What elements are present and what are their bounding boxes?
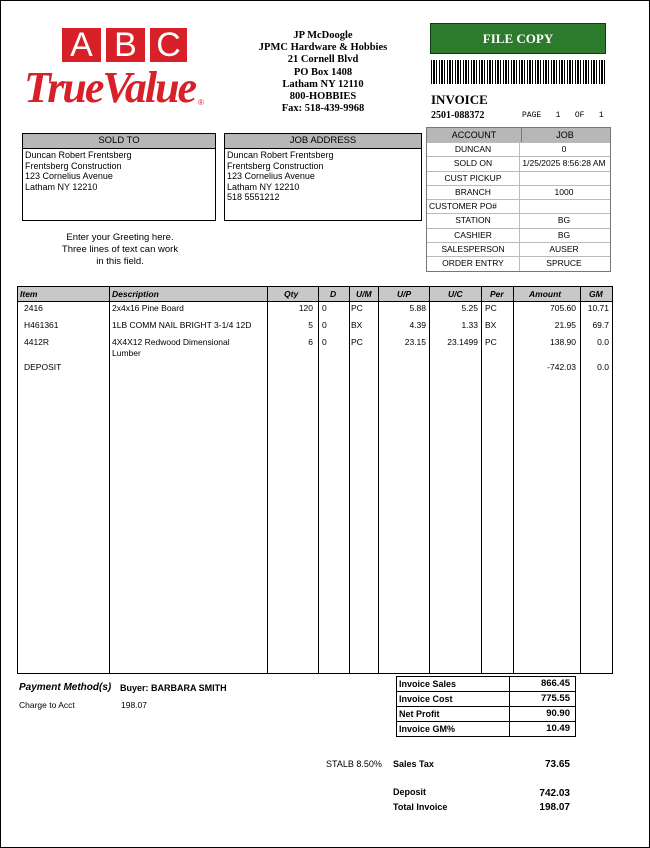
deposit-label: Deposit [393,787,427,797]
sold-to-line: Duncan Robert Frentsberg [25,150,132,160]
info-label: BRANCH [427,186,520,199]
sales-tax-value: 73.65 [544,759,570,770]
payment-amount: 198.07 [121,700,147,710]
cell-item: 2416 [24,303,43,313]
job-address-caption: JOB ADDRESS [225,134,421,149]
cell-uc: 1.33 [461,320,478,330]
job-address-box [224,133,422,221]
cell-up: 4.39 [409,320,426,330]
cell-per: BX [485,320,497,330]
store-line: Fax: 518-439-9968 [281,103,365,115]
summary-label: Invoice GM% [397,722,510,736]
summary-value: 90.90 [546,708,570,719]
info-label: CASHIER [427,229,520,242]
info-value: SPRUCE [546,258,582,269]
greeting-line: Enter your Greeting here. [66,232,174,243]
page-label: PAGE [522,111,542,120]
line-items-header [18,287,612,302]
cell-d: 0 [322,337,327,347]
cell-gm: 0.0 [597,337,609,347]
job-address-line: Duncan Robert Frentsberg [227,150,334,160]
job-address-line: Frentsberg Construction [227,160,324,171]
summary-label: Invoice Cost [397,692,510,706]
store-line: JP McDoogle [293,30,353,41]
invoice-title: INVOICE [431,92,488,107]
sold-to-caption: SOLD TO [23,134,215,149]
summary-label: Invoice Sales [397,677,510,691]
barcode-icon [431,60,605,84]
info-value [520,200,608,213]
summary-label: Net Profit [397,707,510,721]
sales-tax-label: Sales Tax [393,759,434,769]
info-label: SOLD ON [427,157,520,170]
cell-description: 4X4X12 Redwood Dimensional [112,337,230,347]
greeting-line: in this field. [96,256,144,267]
store-line: Latham NY 12110 [282,78,364,90]
col-uc-header: U/C [448,289,463,299]
info-label: STATION [427,214,520,227]
job-address-line: Latham NY 12210 [227,181,300,192]
cell-gm: 10.71 [587,303,609,313]
col-description-header: Description [112,289,159,299]
line-items-table [17,286,613,674]
cell-uc: 5.25 [461,303,478,313]
cell-item: 4412R [24,337,50,347]
job-header: JOB [556,130,574,140]
info-value: 1000 [554,186,574,197]
invoice-summary-table [396,676,576,737]
logo-script: TrueValue [24,63,196,112]
info-label: ORDER ENTRY [427,257,520,270]
col-um-header: U/M [356,289,372,299]
tax-code: STALB 8.50% [326,759,382,769]
cell-qty: 120 [298,303,313,313]
cell-um: PC [351,303,363,313]
cell-gm: 0.0 [597,362,609,372]
cell-item: H461361 [24,320,59,330]
cell-description: 1LB COMM NAIL BRIGHT 3-1/4 12D [112,320,252,330]
logo-registered-mark: ® [198,98,204,107]
store-line: 21 Cornell Blvd [287,54,359,66]
cell-um: PC [351,337,363,347]
job-address-line: 518 5551212 [227,192,280,202]
cell-um: BX [351,320,363,330]
col-gm-header: GM [589,289,603,299]
col-amount-header: Amount [529,289,562,299]
job-address-line: 123 Cornelius Avenue [227,171,315,181]
cell-qty: 5 [308,320,313,330]
total-invoice-label: Total Invoice [393,802,448,812]
page-indicator [522,111,604,120]
cell-d: 0 [322,303,327,313]
cell-description: 2x4x16 Pine Board [112,303,184,313]
info-value: 1/25/2025 8:56:28 AM [522,158,606,169]
info-value: BG [557,215,571,226]
of-label: OF [574,111,585,120]
col-item-header: Item [20,289,38,299]
info-label: DUNCAN [427,143,520,156]
cell-up: 5.88 [409,303,426,313]
cell-item: DEPOSIT [24,362,62,372]
logo-letter-b: B [106,28,145,62]
col-per-header: Per [490,289,504,299]
sold-to-line: 123 Cornelius Avenue [25,171,113,181]
sold-to-box [22,133,216,221]
store-line: PO Box 1408 [293,66,353,78]
col-qty-header: Qty [284,289,299,299]
logo-letter-a: A [62,28,101,62]
info-value: AUSER [549,244,579,255]
logo-letter-c: C [150,28,187,62]
cell-qty: 6 [308,337,313,347]
col-d-header: D [330,289,337,299]
file-copy-banner: FILE COPY [430,23,606,54]
cell-amount: 21.95 [554,320,576,330]
info-label: SALESPERSON [427,243,520,256]
cell-per: PC [485,303,497,313]
info-label: CUSTOMER PO# [427,200,520,213]
cell-amount: 138.90 [550,337,576,347]
cell-gm: 69.7 [592,320,609,330]
col-up-header: U/P [397,289,412,299]
cell-uc: 23.1499 [447,337,478,347]
page-count: 1 [598,111,604,120]
invoice-number: 2501-088372 [431,110,485,121]
summary-value: 866.45 [540,678,570,689]
summary-value: 10.49 [546,723,570,734]
page-number: 1 [555,111,561,120]
store-address [238,30,408,115]
account-header: ACCOUNT [427,128,522,142]
cell-d: 0 [322,320,327,330]
deposit-value: 742.03 [539,788,570,799]
cell-up: 23.15 [404,337,426,347]
summary-value: 775.55 [540,693,570,704]
cell-per: PC [485,337,497,347]
greeting [40,232,200,268]
info-value [520,172,608,185]
buyer-name: Buyer: BARBARA SMITH [120,683,227,693]
info-label: CUST PICKUP [427,172,520,185]
payment-method: Charge to Acct [19,700,75,710]
total-invoice-value: 198.07 [539,802,570,813]
cell-amount: 705.60 [550,303,576,313]
greeting-line: Three lines of text can work [61,244,179,255]
info-value: BG [557,229,571,240]
cell-amount: -742.03 [547,362,576,372]
account-info-table [426,127,611,272]
cell-description-line2: Lumber [112,348,141,358]
sold-to-line: Latham NY 12210 [25,181,98,192]
payment-methods-title: Payment Method(s) [19,682,112,693]
store-line: 800-HOBBIES [289,91,357,103]
info-value: 0 [561,144,567,154]
sold-to-line: Frentsberg Construction [25,160,122,171]
store-line: JPMC Hardware & Hobbies [258,42,388,54]
